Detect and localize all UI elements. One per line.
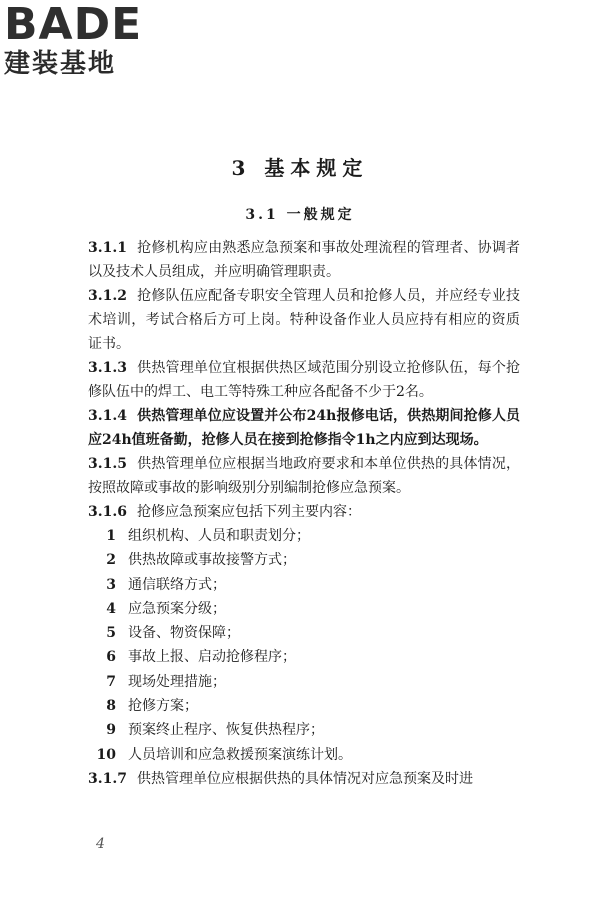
clause-3-1-4: [88, 404, 520, 452]
list-item: [88, 670, 520, 694]
chapter-title: 3 基本规定: [231, 156, 369, 180]
clause-3-1-1: [88, 236, 520, 284]
list-item-number: 5: [106, 625, 116, 642]
list-item: [88, 645, 520, 669]
list-item-text: 供热故障或事故接警方式；: [128, 552, 296, 569]
list-item-text: 人员培训和应急救援预案演练计划。: [128, 746, 352, 763]
page-number: 4: [96, 836, 105, 852]
list-item-number: 4: [106, 600, 116, 617]
list-item-text: 应急预案分级；: [128, 600, 226, 617]
clause-number: 3.1.2: [88, 288, 127, 304]
clause-number: 3.1.3: [88, 360, 127, 376]
clause-3-1-3: [88, 356, 520, 404]
logo-subtitle: 建装基地: [4, 49, 117, 79]
list-item-text: 事故上报、启动抢修程序；: [128, 649, 296, 666]
list-item: [88, 621, 520, 645]
list-item: [88, 524, 520, 548]
clause-number: 3.1.7: [88, 770, 127, 787]
clause-text: 抢修应急预案应包括下列主要内容：: [136, 504, 361, 520]
list-item: [88, 597, 520, 621]
list-item-number: 7: [106, 673, 116, 690]
list-item: [88, 694, 520, 718]
clause-text: 抢修机构应由熟悉应急预案和事故处理流程的管理者、协调者以及技术人员组成，并应明确管理职责。: [88, 240, 520, 280]
list-item-number: 9: [106, 722, 116, 739]
list-item-text: 通信联络方式；: [128, 576, 226, 593]
list-item-number: 10: [96, 746, 116, 763]
section-title: 3.1 一般规定: [245, 207, 355, 223]
list-item-text: 预案终止程序、恢复供热程序；: [128, 722, 324, 739]
clause-text: 供热管理单位应设置并公布24h报修电话，供热期间抢修人员应24h值班备勤，抢修人员在接到抢修指令1h之内应到达现场。: [88, 408, 520, 448]
clause-text: 供热管理单位宜根据供热区域范围分别设立抢修队伍，每个抢修队伍中的焊工、电工等特殊工种应各配备不少于2名。: [88, 360, 520, 400]
contents-list: [88, 524, 520, 767]
clause-text: 供热管理单位应根据供热的具体情况对应急预案及时进: [136, 770, 473, 787]
clause-text: 抢修队伍应配备专职安全管理人员和抢修人员，并应经专业技术培训，考试合格后方可上岗。特种设备作业人员应持有相应的资质证书。: [88, 288, 520, 352]
list-item-number: 2: [106, 552, 116, 569]
clause-number: 3.1.5: [88, 456, 127, 472]
list-item-text: 组织机构、人员和职责划分；: [128, 528, 310, 544]
clause-3-1-6: [88, 500, 520, 524]
list-item: [88, 718, 520, 742]
clause-number: 3.1.4: [88, 408, 127, 424]
bade-logo: [4, 2, 184, 80]
list-item: [88, 743, 520, 767]
clause-3-1-2: [88, 284, 520, 356]
list-item-text: 抢修方案；: [128, 698, 198, 715]
clause-3-1-7: [88, 767, 520, 791]
list-item-number: 1: [106, 528, 116, 544]
list-item-number: 8: [106, 698, 116, 715]
list-item-number: 3: [106, 576, 116, 593]
clause-3-1-5: [88, 452, 520, 500]
list-item-number: 6: [106, 649, 116, 666]
list-item-text: 现场处理措施；: [128, 673, 226, 690]
list-item: [88, 548, 520, 572]
clause-number: 3.1.1: [88, 240, 127, 256]
list-item: [88, 573, 520, 597]
clause-text: 供热管理单位应根据当地政府要求和本单位供热的具体情况，按照故障或事故的影响级别分别编制抢修应急预案。: [88, 456, 520, 496]
logo-wordmark: BADE: [4, 2, 143, 48]
list-item-text: 设备、物资保障；: [128, 625, 240, 642]
clause-number: 3.1.6: [88, 504, 127, 520]
document-body: [88, 236, 520, 791]
